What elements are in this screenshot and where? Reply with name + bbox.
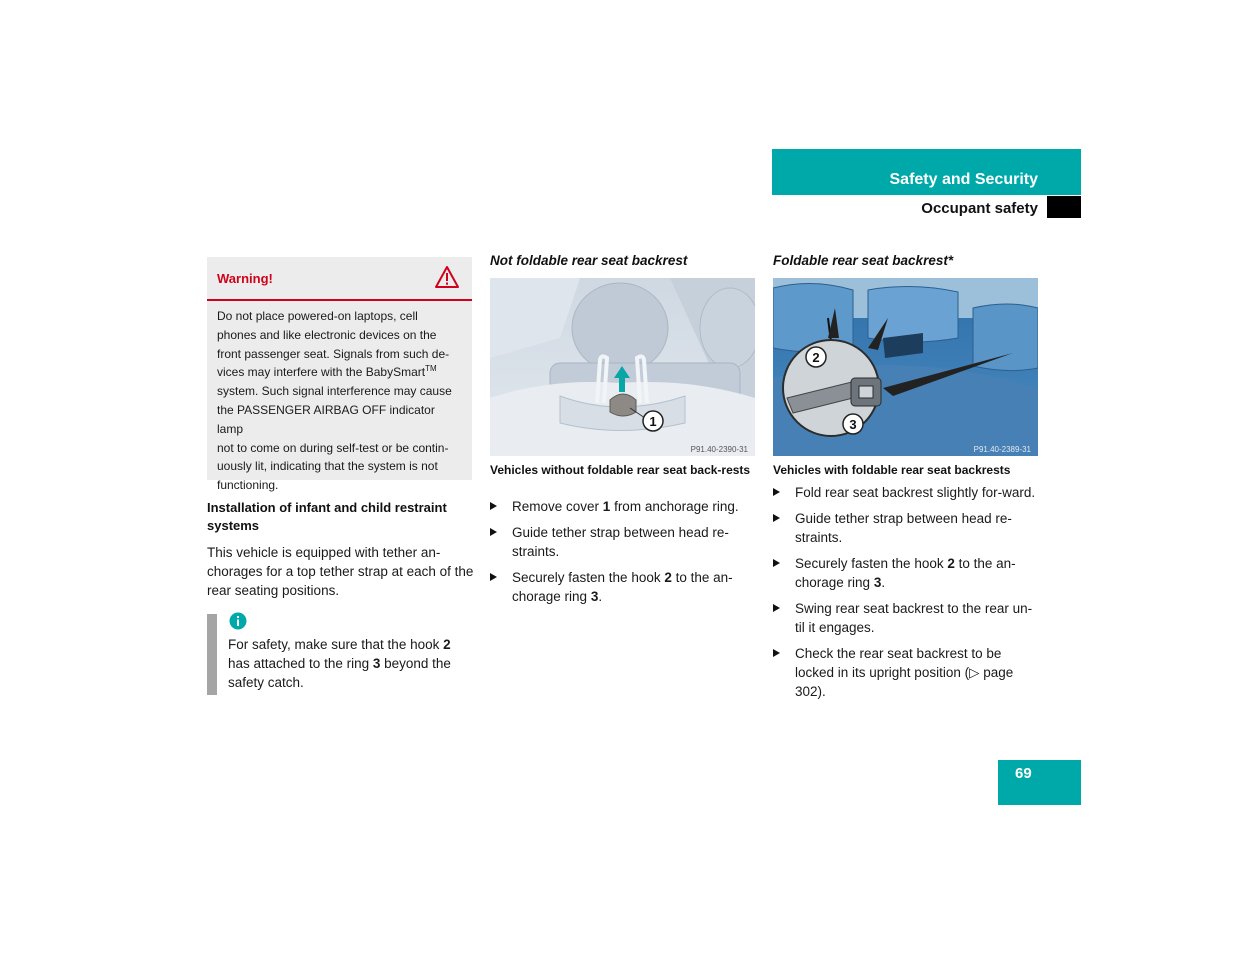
header-marker-block (1047, 196, 1081, 218)
foldable-title: Foldable rear seat backrest* (773, 253, 954, 268)
page-number-box (998, 760, 1081, 805)
warning-triangle-icon (434, 265, 460, 289)
not-foldable-caption: Vehicles without foldable rear seat back-rests (490, 463, 751, 477)
foldable-caption: Vehicles with foldable rear seat backrests (773, 463, 1011, 477)
foldable-steps (773, 483, 1041, 708)
list-item: Guide tether strap between head re-straints. (490, 523, 755, 561)
warning-header (207, 257, 472, 301)
list-item: Guide tether strap between head re-straints. (773, 509, 1041, 547)
callout-2: 2 (812, 350, 820, 365)
warning-title: Warning! (217, 271, 273, 286)
warning-text: Do not place powered-on laptops, cell phones and like electronic devices on the front passenger seat. Signals from such de- vices may interfere with the BabySmart™ system. Such signal interference may cause the PASSENGER AIRBAG OFF indicator lamp not to come on during self-test or be contin- uously lit, indicating that the system is not functioning. (217, 309, 452, 493)
installation-heading: Installation of infant and child restraint systems (207, 500, 447, 533)
not-foldable-title: Not foldable rear seat backrest (490, 253, 688, 268)
rear-seat-illustration (490, 278, 755, 456)
image-code: P91.40-2389-31 (973, 445, 1031, 454)
not-foldable-steps (490, 497, 755, 613)
page-number: 69 (1015, 765, 1032, 782)
info-icon (229, 612, 247, 630)
info-text: For safety, make sure that the hook 2 has attached to the ring 3 beyond the safety catch. (228, 637, 451, 690)
warning-box (207, 257, 472, 493)
callout-1: 1 (649, 414, 657, 429)
list-item: Remove cover 1 from anchorage ring. (490, 497, 755, 516)
section-title: Safety and Security (889, 171, 1038, 188)
installation-paragraph: This vehicle is equipped with tether an-chorages for a top tether strap at each of the rear seating positions. (207, 545, 474, 598)
list-item: Check the rear seat backrest to be locked in its upright position (▷ page 302). (773, 644, 1041, 701)
subsection-title: Occupant safety (921, 200, 1038, 217)
section-header-bar (772, 149, 1081, 195)
foldable-seat-illustration (773, 278, 1038, 456)
list-item: Swing rear seat backrest to the rear un-til it engages. (773, 599, 1041, 637)
list-item: Securely fasten the hook 2 to the an-chorage ring 3. (773, 554, 1041, 592)
page-ref-icon: ▷ (969, 665, 980, 680)
list-item: Fold rear seat backrest slightly for-ward. (773, 483, 1041, 502)
callout-3: 3 (849, 417, 857, 432)
info-sidebar (207, 614, 217, 695)
image-code: P91.40-2390-31 (690, 445, 748, 454)
list-item: Securely fasten the hook 2 to the an-chorage ring 3. (490, 568, 755, 606)
trademark-superscript: TM (425, 364, 437, 374)
